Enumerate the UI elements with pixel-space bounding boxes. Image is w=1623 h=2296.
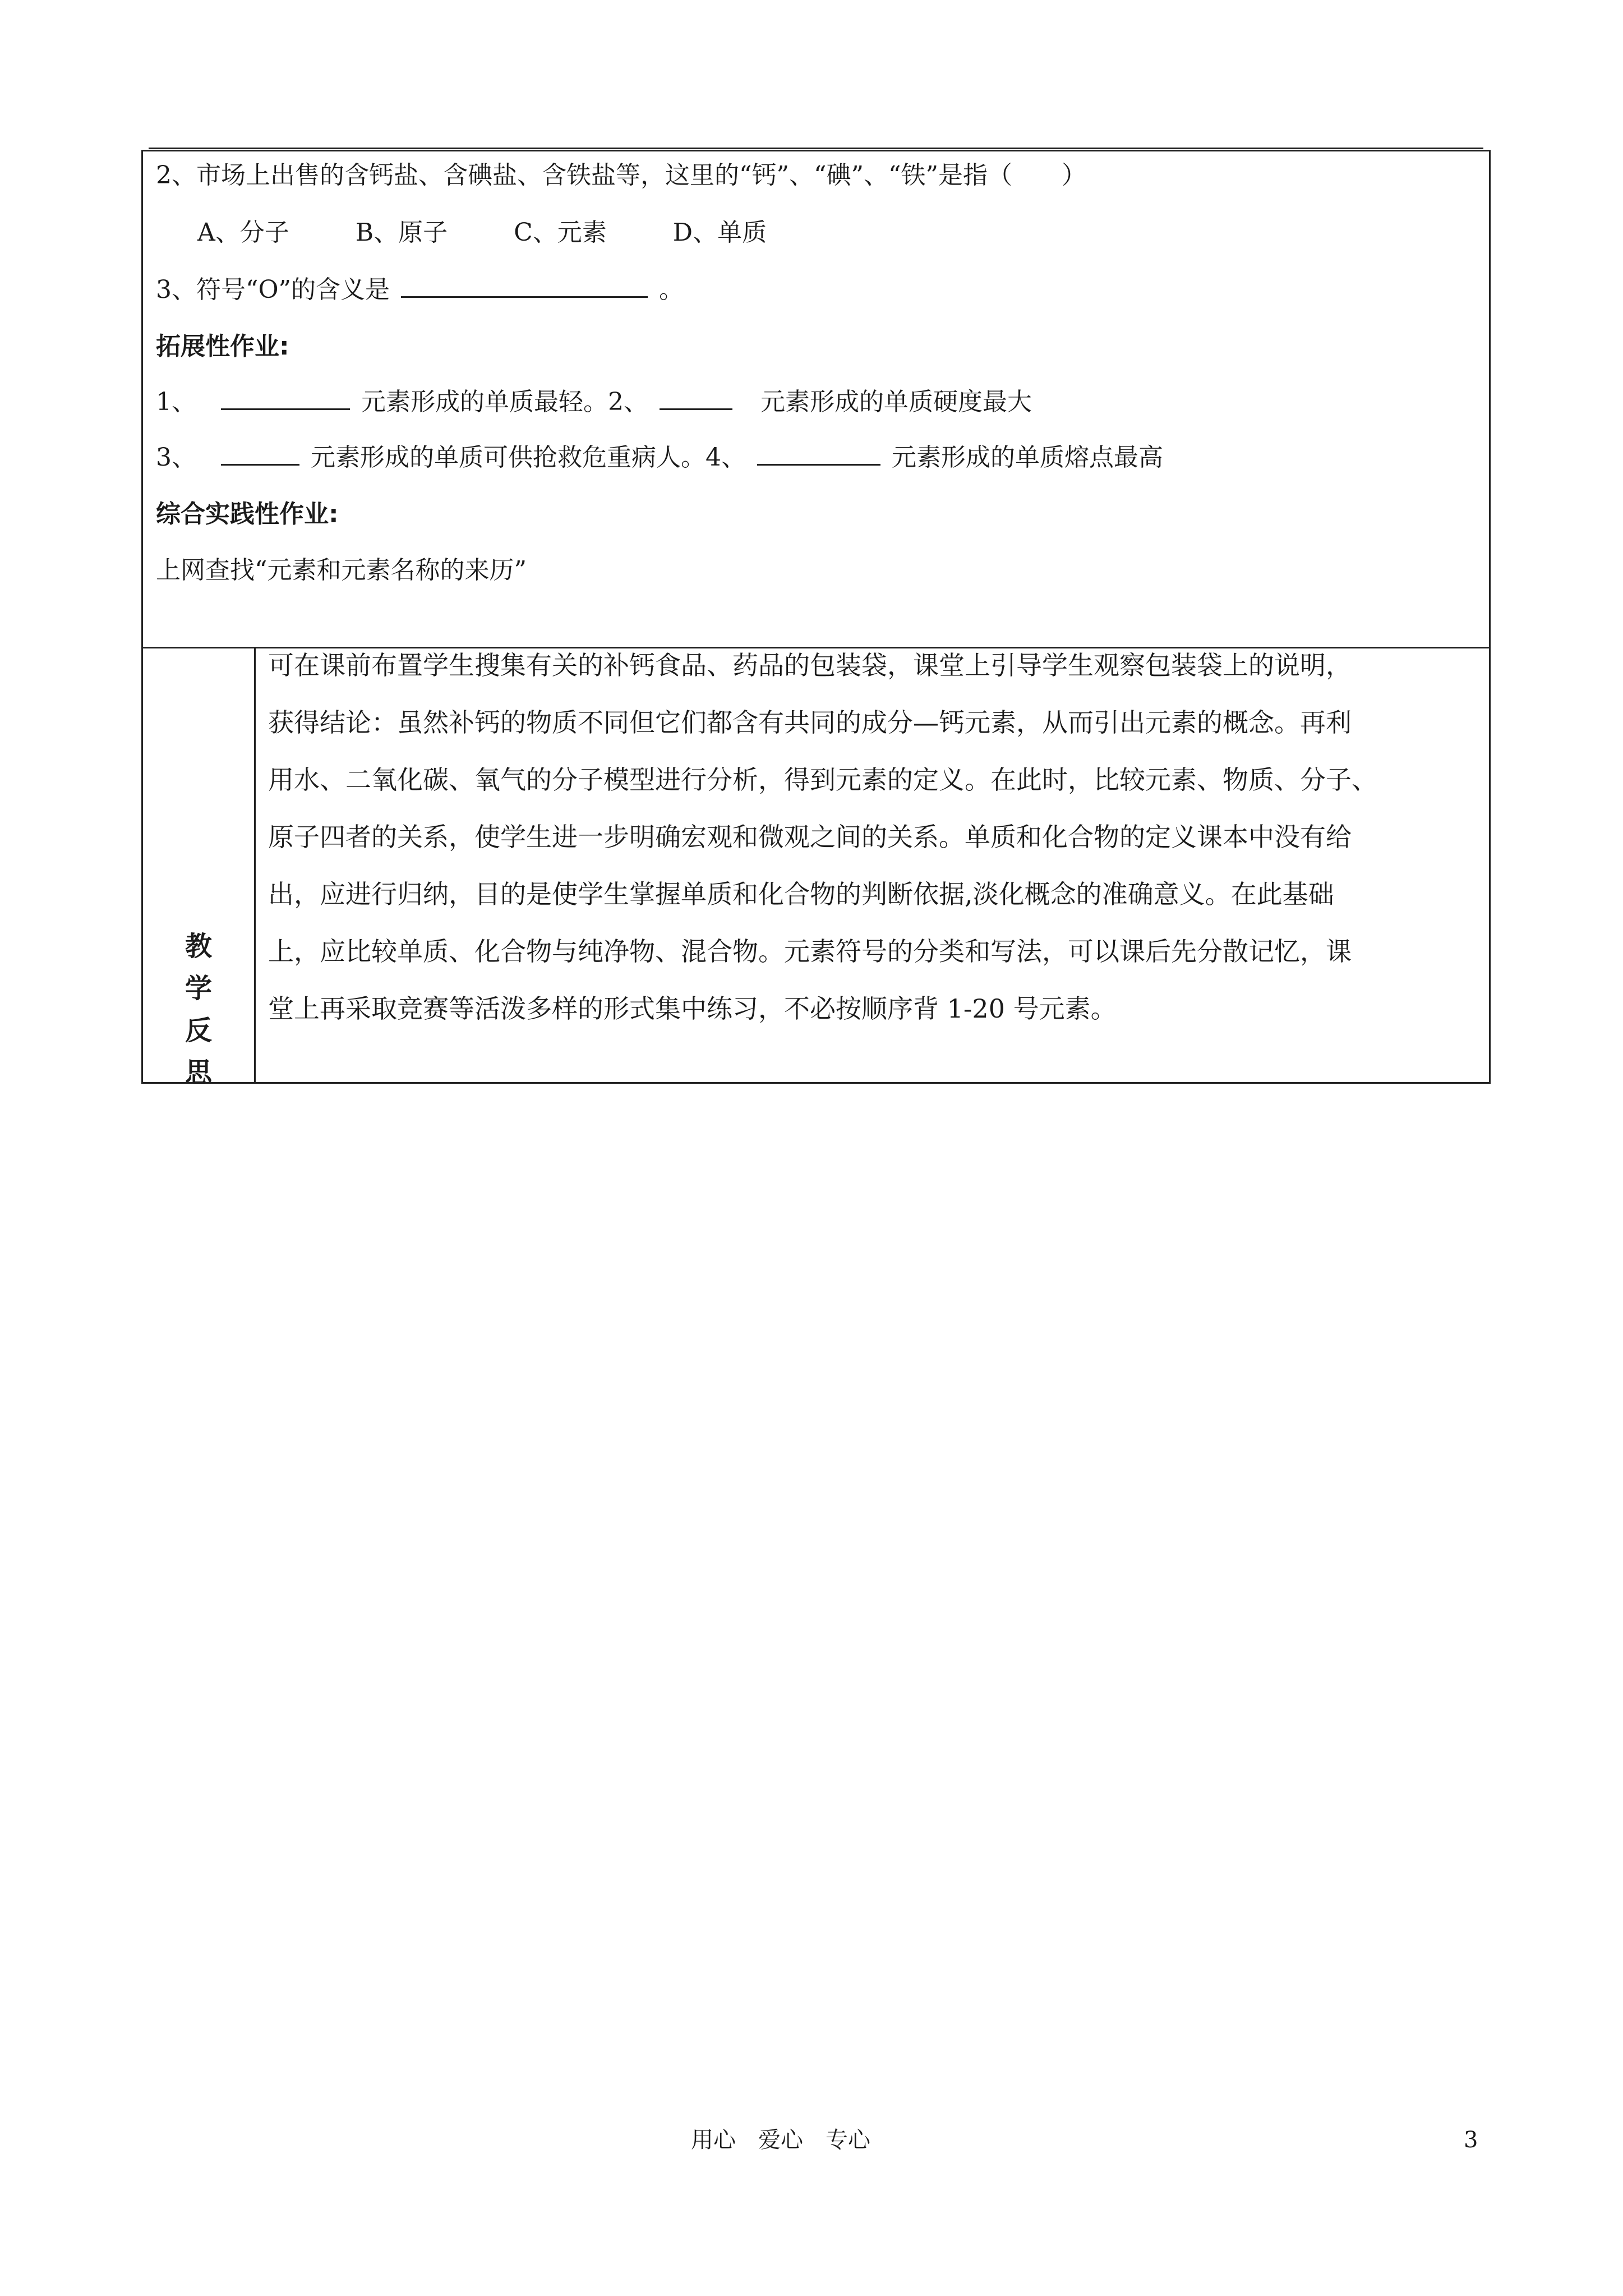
extension-heading: 拓展性作业: xyxy=(156,332,289,361)
item-1-text: 元素形成的单质最轻。2、 xyxy=(361,388,648,416)
item-1-prefix: 1、 xyxy=(156,388,196,416)
reflection-label-char: 学 xyxy=(185,973,212,1004)
option-a: A、分子 xyxy=(197,218,289,247)
reflection-text xyxy=(268,637,1479,1037)
question-3-prefix: 3、符号“O”的含义是 xyxy=(156,275,390,304)
answer-blank[interactable] xyxy=(757,447,880,466)
reflection-label-char: 反 xyxy=(185,1015,212,1046)
answer-blank[interactable] xyxy=(401,279,648,298)
reflection-line: 用水、二氧化碳、氧气的分子模型进行分析，得到元素的定义。在此时，比较元素、物质、分子、 xyxy=(268,765,1377,795)
question-3-suffix: 。 xyxy=(659,275,684,304)
reflection-label-char: 思 xyxy=(185,1057,212,1088)
practice-heading: 综合实践性作业: xyxy=(156,500,339,528)
answer-blank[interactable] xyxy=(221,392,350,410)
extension-line-2 xyxy=(156,441,1163,475)
answer-blank[interactable] xyxy=(221,447,299,466)
practice-text: 上网查找“元素和元素名称的来历” xyxy=(156,556,527,585)
reflection-line: 上，应比较单质、化合物与纯净物、混合物。元素符号的分类和写法，可以课后先分散记忆，课 xyxy=(268,936,1352,967)
header-rule xyxy=(149,148,1483,149)
column-divider xyxy=(254,647,256,1082)
item-2-text: 元素形成的单质硬度最大 xyxy=(760,388,1032,416)
reflection-line: 原子四者的关系，使学生进一步明确宏观和微观之间的关系。单质和化合物的定义课本中没有给 xyxy=(268,822,1352,852)
item-3-text: 元素形成的单质可供抢救危重病人。4、 xyxy=(311,443,746,472)
reflection-line: 获得结论：虽然补钙的物质不同但它们都含有共同的成分—钙元素，从而引出元素的概念。再利 xyxy=(268,707,1352,738)
item-4-text: 元素形成的单质熔点最高 xyxy=(892,443,1163,472)
reflection-label xyxy=(143,926,254,1094)
answer-blank[interactable] xyxy=(660,392,732,410)
question-3 xyxy=(156,273,684,307)
reflection-label-char: 教 xyxy=(185,931,212,962)
option-c: C、元素 xyxy=(514,218,607,247)
option-b: B、原子 xyxy=(355,218,448,247)
question-2-options xyxy=(197,216,767,250)
page-number: 3 xyxy=(1464,2127,1478,2153)
extension-line-1 xyxy=(156,385,1032,419)
option-d: D、单质 xyxy=(672,218,767,247)
item-3-prefix: 3、 xyxy=(156,443,196,472)
reflection-line: 可在课前布置学生搜集有关的补钙食品、药品的包装袋，课堂上引导学生观察包装袋上的说明， xyxy=(268,650,1352,680)
footer-motto: 用心 爱心 专心 xyxy=(691,2127,870,2153)
question-2: 2、市场上出售的含钙盐、含碘盐、含铁盐等，这里的“钙”、“碘”、“铁”是指（ ） xyxy=(156,161,1086,190)
reflection-line: 出，应进行归纳，目的是使学生掌握单质和化合物的判断依据,淡化概念的准确意义。在此基础 xyxy=(268,879,1334,909)
reflection-line: 堂上再采取竞赛等活泼多样的形式集中练习，不必按顺序背 1-20 号元素。 xyxy=(268,993,1117,1024)
